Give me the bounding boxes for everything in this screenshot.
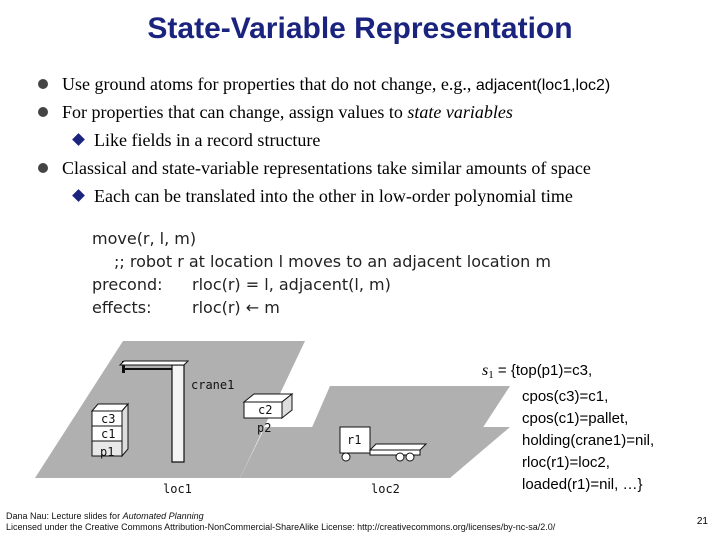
page-number: 21 xyxy=(696,516,708,527)
pallet-p1-label: p1 xyxy=(100,445,115,459)
state-line: rloc(r1)=loc2, xyxy=(522,454,610,471)
bullet-text: Classical and state-variable representations take similar amounts of space xyxy=(62,158,591,178)
location-loc1-label: loc1 xyxy=(163,482,192,496)
precond-value: rloc(r) = l, adjacent(l, m) xyxy=(192,275,391,294)
state-line: holding(crane1)=nil, xyxy=(522,432,655,449)
bullet-text: For properties that can change, assign values to xyxy=(62,102,408,122)
state-line: cpos(c3)=c1, xyxy=(522,388,609,405)
action-comment: ;; robot r at location l moves to an adjacent location m xyxy=(114,252,551,271)
bullet-italic: state variables xyxy=(407,102,513,122)
state-description xyxy=(482,360,654,496)
bullet-code: adjacent(loc1,loc2) xyxy=(475,77,611,94)
loc2-ground xyxy=(290,386,510,478)
robot-r1-label: r1 xyxy=(347,433,362,447)
crane-label: crane1 xyxy=(191,378,235,392)
action-header: move(r, l, m) xyxy=(92,229,197,248)
location-loc2-label: loc2 xyxy=(371,482,400,496)
precond-label: precond: xyxy=(92,275,163,294)
state-symbol: $s_1$ xyxy=(482,362,494,381)
state-first-atom: = {top(p1)=c3, xyxy=(493,362,593,379)
footer-attribution: Dana Nau: Lecture slides for Automated Planning xyxy=(6,511,204,521)
sub-bullet-text: Each can be translated into the other in low-order polynomial time xyxy=(94,186,573,206)
footer-license: Licensed under the Creative Commons Attribution-NonCommercial-ShareAlike License: http://creativecommons.org/licenses/by-nc-sa/2.0/ xyxy=(6,522,556,532)
state-line: loaded(r1)=nil, …} xyxy=(522,476,643,493)
pallet-p2-label: p2 xyxy=(257,421,272,435)
effects-value: rloc(r) ← m xyxy=(192,298,280,317)
container-c2-label: c2 xyxy=(258,403,273,417)
sub-bullet-text: Like fields in a record structure xyxy=(94,130,321,150)
container-c3-label: c3 xyxy=(101,412,116,426)
slide-footer xyxy=(6,511,555,533)
container-c1-label: c1 xyxy=(101,427,116,441)
slide-title: State-Variable Representation xyxy=(147,12,573,45)
state-first-line xyxy=(482,360,654,386)
state-line: cpos(c1)=pallet, xyxy=(522,410,629,427)
bullet-text: Use ground atoms for properties that do not change, e.g., xyxy=(62,74,476,94)
effects-label: effects: xyxy=(92,298,152,317)
